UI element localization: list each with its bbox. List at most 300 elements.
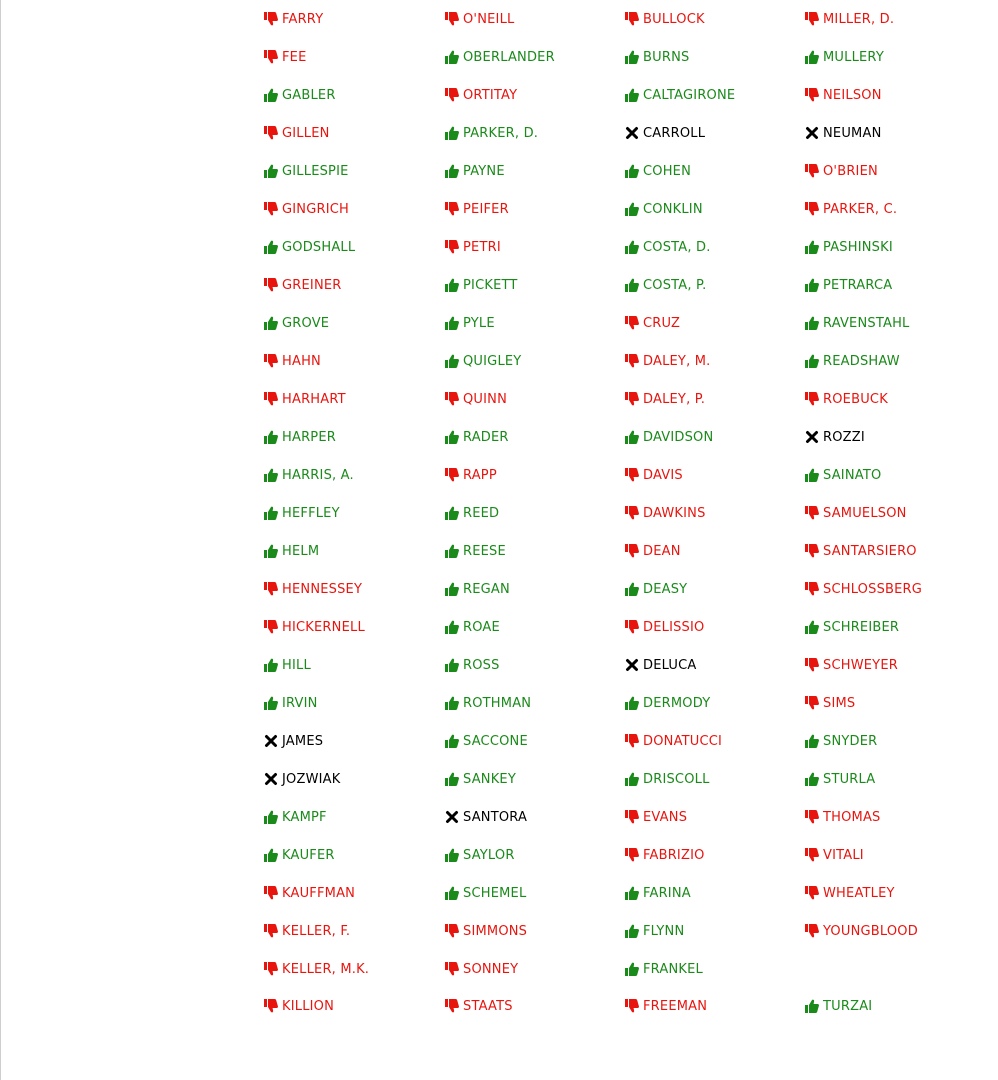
thumbs-down-icon [805, 582, 819, 596]
legislator-name: STURLA [823, 771, 876, 787]
legislator-name: SCHREIBER [823, 619, 900, 635]
legislator-name: RADER [463, 429, 509, 445]
thumbs-down-icon [805, 392, 819, 406]
thumbs-up-icon [445, 430, 459, 444]
thumbs-down-icon [805, 848, 819, 862]
thumbs-down-icon [625, 999, 639, 1013]
legislator-name: MILLER, D. [823, 11, 895, 27]
legislator-name: SANKEY [463, 771, 516, 787]
thumbs-down-icon [445, 392, 459, 406]
thumbs-down-icon [264, 582, 278, 596]
legislator-vote [805, 722, 985, 760]
legislator-name: SIMMONS [463, 923, 528, 939]
legislator-vote [805, 190, 985, 228]
thumbs-up-icon [625, 278, 639, 292]
thumbs-down-icon [805, 544, 819, 558]
legislator-vote [625, 950, 805, 988]
thumbs-up-icon [264, 164, 278, 178]
legislator-vote [445, 988, 625, 1024]
legislator-vote [445, 722, 625, 760]
legislator-name: ROTHMAN [463, 695, 532, 711]
legislator-name: KAUFFMAN [282, 885, 356, 901]
thumbs-up-icon [625, 924, 639, 938]
thumbs-up-icon [445, 772, 459, 786]
legislator-name: HENNESSEY [282, 581, 363, 597]
legislator-name: ROZZI [823, 429, 865, 445]
legislator-name: PYLE [463, 315, 495, 331]
legislator-name: SIMS [823, 695, 856, 711]
legislator-vote [264, 646, 444, 684]
legislator-name: DAWKINS [643, 505, 706, 521]
legislator-name: HARPER [282, 429, 336, 445]
legislator-name: PEIFER [463, 201, 509, 217]
legislator-name: GILLESPIE [282, 163, 349, 179]
legislator-vote [805, 114, 985, 152]
thumbs-down-icon [445, 88, 459, 102]
thumbs-down-icon [625, 734, 639, 748]
legislator-vote [445, 380, 625, 418]
legislator-vote [264, 532, 444, 570]
legislator-vote [805, 608, 985, 646]
legislator-name: BULLOCK [643, 11, 705, 27]
legislator-name: SCHWEYER [823, 657, 898, 673]
legislator-vote [445, 190, 625, 228]
thumbs-down-icon [264, 392, 278, 406]
legislator-vote [625, 532, 805, 570]
thumbs-down-icon [625, 392, 639, 406]
thumbs-up-icon [805, 278, 819, 292]
thumbs-up-icon [445, 126, 459, 140]
thumbs-down-icon [805, 886, 819, 900]
legislator-name: JOZWIAK [282, 771, 341, 787]
thumbs-up-icon [264, 810, 278, 824]
thumbs-up-icon [445, 354, 459, 368]
thumbs-down-icon [264, 354, 278, 368]
legislator-vote [625, 988, 805, 1024]
legislator-vote [264, 152, 444, 190]
thumbs-down-icon [625, 620, 639, 634]
legislator-name: KAMPF [282, 809, 327, 825]
x-mark-icon [805, 126, 819, 140]
empty-row [805, 950, 985, 988]
legislator-vote [805, 874, 985, 912]
legislator-vote [445, 494, 625, 532]
legislator-name: GINGRICH [282, 201, 350, 217]
legislator-vote [805, 912, 985, 950]
vote-column-1 [264, 0, 444, 1024]
thumbs-up-icon [625, 772, 639, 786]
legislator-name: HARRIS, A. [282, 467, 354, 483]
legislator-vote [445, 532, 625, 570]
legislator-vote [625, 228, 805, 266]
legislator-vote [805, 0, 985, 38]
legislator-name: SNYDER [823, 733, 878, 749]
thumbs-down-icon [625, 316, 639, 330]
thumbs-up-icon [264, 430, 278, 444]
legislator-vote [264, 570, 444, 608]
thumbs-down-icon [805, 810, 819, 824]
x-mark-icon [264, 772, 278, 786]
thumbs-up-icon [625, 886, 639, 900]
x-mark-icon [805, 430, 819, 444]
legislator-vote [625, 0, 805, 38]
legislator-vote [805, 380, 985, 418]
legislator-name: HEFFLEY [282, 505, 340, 521]
legislator-vote [264, 266, 444, 304]
legislator-name: ROEBUCK [823, 391, 888, 407]
thumbs-down-icon [264, 962, 278, 976]
thumbs-down-icon [264, 50, 278, 64]
thumbs-down-icon [445, 240, 459, 254]
thumbs-down-icon [625, 506, 639, 520]
thumbs-up-icon [445, 696, 459, 710]
legislator-name: SCHEMEL [463, 885, 527, 901]
legislator-vote [445, 608, 625, 646]
thumbs-down-icon [805, 696, 819, 710]
legislator-name: SACCONE [463, 733, 528, 749]
legislator-vote [625, 38, 805, 76]
legislator-vote [805, 38, 985, 76]
legislator-name: DALEY, P. [643, 391, 706, 407]
legislator-vote [445, 798, 625, 836]
legislator-vote [805, 152, 985, 190]
legislator-vote [445, 342, 625, 380]
legislator-name: CRUZ [643, 315, 681, 331]
legislator-name: PARKER, D. [463, 125, 539, 141]
legislator-name: PASHINSKI [823, 239, 893, 255]
thumbs-down-icon [625, 544, 639, 558]
legislator-vote [445, 760, 625, 798]
thumbs-up-icon [805, 734, 819, 748]
legislator-name: FREEMAN [643, 998, 708, 1014]
thumbs-down-icon [264, 12, 278, 26]
legislator-name: CARROLL [643, 125, 706, 141]
thumbs-up-icon [445, 506, 459, 520]
legislator-vote [805, 494, 985, 532]
legislator-name: EVANS [643, 809, 688, 825]
thumbs-up-icon [625, 430, 639, 444]
legislator-name: PETRI [463, 239, 501, 255]
legislator-name: QUIGLEY [463, 353, 522, 369]
legislator-vote [805, 532, 985, 570]
legislator-vote [805, 988, 985, 1024]
thumbs-up-icon [264, 468, 278, 482]
legislator-name: PARKER, C. [823, 201, 898, 217]
x-mark-icon [445, 810, 459, 824]
thumbs-up-icon [445, 582, 459, 596]
x-mark-icon [264, 734, 278, 748]
thumbs-down-icon [445, 468, 459, 482]
legislator-vote [805, 684, 985, 722]
legislator-vote [445, 684, 625, 722]
legislator-vote [445, 114, 625, 152]
vote-column-4 [805, 0, 985, 1024]
thumbs-down-icon [625, 468, 639, 482]
legislator-vote [805, 342, 985, 380]
legislator-name: THOMAS [823, 809, 881, 825]
legislator-vote [264, 380, 444, 418]
thumbs-up-icon [264, 658, 278, 672]
legislator-vote [264, 874, 444, 912]
legislator-vote [264, 304, 444, 342]
legislator-vote [625, 456, 805, 494]
thumbs-down-icon [264, 278, 278, 292]
thumbs-up-icon [445, 658, 459, 672]
legislator-name: RAPP [463, 467, 497, 483]
legislator-name: FABRIZIO [643, 847, 705, 863]
legislator-vote [445, 912, 625, 950]
legislator-name: KAUFER [282, 847, 335, 863]
thumbs-up-icon [445, 50, 459, 64]
legislator-vote [445, 418, 625, 456]
legislator-name: HELM [282, 543, 320, 559]
thumbs-up-icon [264, 544, 278, 558]
legislator-name: FARRY [282, 11, 324, 27]
thumbs-up-icon [264, 848, 278, 862]
legislator-vote [264, 456, 444, 494]
thumbs-down-icon [264, 886, 278, 900]
thumbs-up-icon [625, 962, 639, 976]
legislator-vote [625, 798, 805, 836]
thumbs-up-icon [445, 620, 459, 634]
legislator-name: QUINN [463, 391, 508, 407]
thumbs-up-icon [445, 544, 459, 558]
legislator-vote [264, 722, 444, 760]
legislator-vote [805, 76, 985, 114]
x-mark-icon [625, 126, 639, 140]
legislator-vote [625, 266, 805, 304]
legislator-name: DAVIDSON [643, 429, 714, 445]
legislator-name: READSHAW [823, 353, 900, 369]
thumbs-up-icon [805, 240, 819, 254]
thumbs-up-icon [625, 164, 639, 178]
legislator-vote [445, 228, 625, 266]
legislator-name: GREINER [282, 277, 342, 293]
legislator-name: SAINATO [823, 467, 882, 483]
legislator-vote [264, 114, 444, 152]
legislator-vote [445, 152, 625, 190]
legislator-name: ORTITAY [463, 87, 518, 103]
thumbs-down-icon [625, 810, 639, 824]
legislator-name: O'NEILL [463, 11, 515, 27]
legislator-vote [445, 76, 625, 114]
thumbs-down-icon [264, 126, 278, 140]
legislator-name: MULLERY [823, 49, 884, 65]
legislator-name: DALEY, M. [643, 353, 711, 369]
thumbs-up-icon [445, 164, 459, 178]
legislator-vote [625, 380, 805, 418]
legislator-name: NEILSON [823, 87, 882, 103]
legislator-name: TURZAI [823, 998, 873, 1014]
thumbs-up-icon [625, 202, 639, 216]
legislator-vote [625, 114, 805, 152]
legislator-name: HAHN [282, 353, 321, 369]
legislator-vote [625, 494, 805, 532]
legislator-name: PETRARCA [823, 277, 893, 293]
legislator-name: FEE [282, 49, 307, 65]
legislator-vote [805, 570, 985, 608]
legislator-vote [625, 836, 805, 874]
legislator-name: IRVIN [282, 695, 318, 711]
x-mark-icon [625, 658, 639, 672]
thumbs-down-icon [264, 202, 278, 216]
legislator-vote [264, 798, 444, 836]
legislator-name: HARHART [282, 391, 346, 407]
thumbs-down-icon [805, 12, 819, 26]
legislator-name: O'BRIEN [823, 163, 878, 179]
legislator-vote [264, 684, 444, 722]
thumbs-up-icon [625, 240, 639, 254]
legislator-name: DERMODY [643, 695, 711, 711]
thumbs-down-icon [625, 12, 639, 26]
thumbs-down-icon [445, 999, 459, 1013]
vote-column-2 [445, 0, 625, 1024]
thumbs-down-icon [805, 506, 819, 520]
legislator-vote [625, 874, 805, 912]
legislator-name: KILLION [282, 998, 335, 1014]
legislator-vote [264, 988, 444, 1024]
legislator-name: BURNS [643, 49, 690, 65]
thumbs-up-icon [805, 999, 819, 1013]
legislator-name: DELUCA [643, 657, 697, 673]
legislator-vote [264, 836, 444, 874]
thumbs-up-icon [264, 316, 278, 330]
legislator-name: PICKETT [463, 277, 518, 293]
thumbs-down-icon [805, 164, 819, 178]
legislator-name: FRANKEL [643, 961, 703, 977]
thumbs-up-icon [264, 506, 278, 520]
legislator-name: DRISCOLL [643, 771, 710, 787]
legislator-name: REESE [463, 543, 506, 559]
legislator-name: DAVIS [643, 467, 683, 483]
thumbs-up-icon [625, 50, 639, 64]
legislator-name: KELLER, M.K. [282, 961, 370, 977]
legislator-name: COHEN [643, 163, 692, 179]
legislator-vote [445, 456, 625, 494]
legislator-vote [445, 0, 625, 38]
legislator-name: DELISSIO [643, 619, 705, 635]
legislator-name: OBERLANDER [463, 49, 555, 65]
legislator-name: REGAN [463, 581, 510, 597]
thumbs-down-icon [445, 202, 459, 216]
thumbs-up-icon [625, 696, 639, 710]
thumbs-up-icon [805, 50, 819, 64]
thumbs-down-icon [805, 202, 819, 216]
thumbs-up-icon [625, 88, 639, 102]
legislator-name: WHEATLEY [823, 885, 895, 901]
thumbs-down-icon [805, 658, 819, 672]
legislator-vote [805, 456, 985, 494]
thumbs-down-icon [805, 924, 819, 938]
legislator-name: GODSHALL [282, 239, 356, 255]
legislator-name: ROSS [463, 657, 500, 673]
legislator-vote [264, 608, 444, 646]
legislator-vote [625, 646, 805, 684]
thumbs-down-icon [805, 88, 819, 102]
legislator-vote [264, 76, 444, 114]
thumbs-up-icon [445, 734, 459, 748]
legislator-vote [264, 190, 444, 228]
thumbs-up-icon [805, 620, 819, 634]
thumbs-up-icon [625, 582, 639, 596]
legislator-vote [445, 266, 625, 304]
thumbs-down-icon [264, 620, 278, 634]
legislator-vote [625, 684, 805, 722]
legislator-vote [264, 342, 444, 380]
legislator-vote [625, 342, 805, 380]
legislator-name: KELLER, F. [282, 923, 351, 939]
legislator-vote [805, 646, 985, 684]
legislator-vote [264, 912, 444, 950]
legislator-name: SONNEY [463, 961, 519, 977]
legislator-vote [625, 608, 805, 646]
legislator-vote [264, 0, 444, 38]
legislator-name: HICKERNELL [282, 619, 365, 635]
legislator-name: CONKLIN [643, 201, 703, 217]
legislator-vote [625, 722, 805, 760]
legislator-vote [805, 228, 985, 266]
legislator-vote [805, 798, 985, 836]
legislator-name: STAATS [463, 998, 513, 1014]
legislator-name: SCHLOSSBERG [823, 581, 923, 597]
thumbs-up-icon [264, 88, 278, 102]
legislator-name: CALTAGIRONE [643, 87, 736, 103]
thumbs-up-icon [264, 696, 278, 710]
legislator-name: DONATUCCI [643, 733, 723, 749]
legislator-vote [264, 38, 444, 76]
thumbs-up-icon [445, 848, 459, 862]
legislator-name: REED [463, 505, 500, 521]
legislator-name: COSTA, D. [643, 239, 711, 255]
legislator-name: SAYLOR [463, 847, 515, 863]
legislator-name: DEASY [643, 581, 688, 597]
legislator-vote [445, 38, 625, 76]
legislator-name: VITALI [823, 847, 864, 863]
legislator-vote [445, 874, 625, 912]
legislator-vote [805, 266, 985, 304]
vote-column-3 [625, 0, 805, 1024]
legislator-vote [264, 418, 444, 456]
legislator-name: COSTA, P. [643, 277, 707, 293]
legislator-vote [805, 760, 985, 798]
legislator-vote [264, 494, 444, 532]
thumbs-down-icon [264, 999, 278, 1013]
thumbs-up-icon [805, 468, 819, 482]
thumbs-up-icon [445, 886, 459, 900]
legislator-name: GROVE [282, 315, 330, 331]
legislator-name: GABLER [282, 87, 336, 103]
legislator-vote [625, 190, 805, 228]
thumbs-down-icon [445, 12, 459, 26]
legislator-vote [625, 912, 805, 950]
legislator-name: PAYNE [463, 163, 505, 179]
legislator-name: FARINA [643, 885, 691, 901]
legislator-name: SANTORA [463, 809, 528, 825]
legislator-name: FLYNN [643, 923, 685, 939]
legislator-vote [625, 76, 805, 114]
legislator-vote [445, 304, 625, 342]
legislator-vote [264, 760, 444, 798]
legislator-vote [805, 418, 985, 456]
legislator-name: DEAN [643, 543, 681, 559]
thumbs-down-icon [445, 962, 459, 976]
legislator-name: HILL [282, 657, 311, 673]
legislator-name: GILLEN [282, 125, 330, 141]
legislator-name: RAVENSTAHL [823, 315, 910, 331]
legislator-vote [805, 304, 985, 342]
thumbs-down-icon [625, 354, 639, 368]
thumbs-up-icon [445, 316, 459, 330]
